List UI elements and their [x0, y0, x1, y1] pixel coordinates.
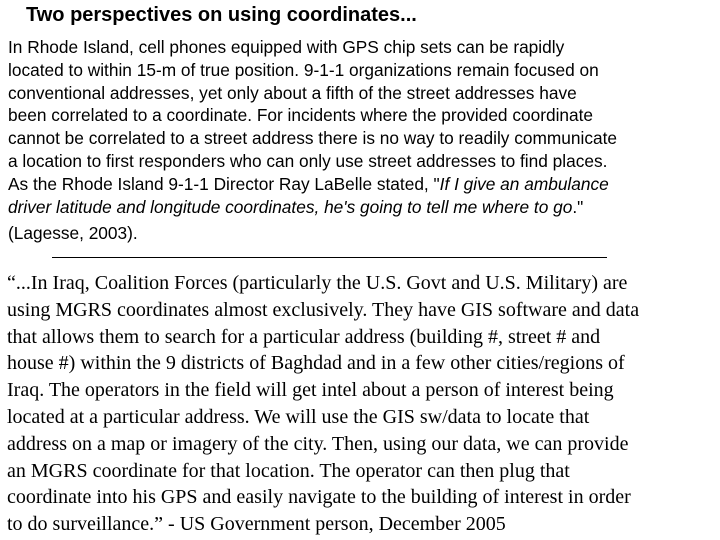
text-line: that allows them to search for a particular address (building #, street # and: [7, 325, 601, 348]
text-line: In Rhode Island, cell phones equipped with GPS chip sets can be rapidly: [8, 37, 565, 57]
quote-intro: As the Rhode Island 9-1-1 Director Ray LaBelle stated, ": [8, 173, 440, 194]
quote-end: .": [572, 196, 584, 217]
text-line: coordinate into his GPS and easily navigate to the building of interest in order: [7, 486, 631, 509]
quote-text: If I give an ambulance: [439, 173, 609, 194]
text-line: “...In Iraq, Coalition Forces (particularly the U.S. Govt and U.S. Military) are: [7, 272, 628, 294]
rhode-island-paragraph: [8, 36, 617, 245]
divider: [52, 257, 607, 258]
text-line: to do surveillance.” - US Government person, December 2005: [7, 513, 506, 536]
text-line: been correlated to a coordinate. For incidents where the provided coordinate: [8, 105, 594, 126]
text-line: [8, 173, 617, 196]
slide-title: Two perspectives on using coordinates...: [26, 4, 417, 26]
text-line: [8, 196, 617, 219]
citation: (Lagesse, 2003).: [8, 223, 138, 244]
text-line: located at a particular address. We will use the GIS sw/data to locate that: [7, 405, 590, 428]
text-line: house #) within the 9 districts of Baghdad and in a few other cities/regions of: [7, 352, 625, 375]
text-line: using MGRS coordinates almost exclusively. They have GIS software and data: [7, 298, 640, 321]
text-line: Iraq. The operators in the field will get intel about a person of interest being: [7, 379, 614, 402]
text-line: located to within 15-m of true position. 9-1-1 organizations remain focused on: [8, 59, 599, 80]
text-line: cannot be correlated to a street address there is no way to readily communicate: [8, 128, 618, 149]
text-line: an MGRS coordinate for that location. The operator can then plug that: [7, 459, 570, 482]
text-line: address on a map or imagery of the city. Then, using our data, we can provide: [7, 432, 629, 455]
quote-text: driver latitude and longitude coordinates, he's going to tell me where to go: [8, 196, 573, 217]
text-line: a location to first responders who can only use street addresses to find places.: [8, 150, 608, 171]
text-line: conventional addresses, yet only about a fifth of the street addresses have: [8, 82, 577, 103]
iraq-quote-paragraph: [7, 270, 639, 538]
